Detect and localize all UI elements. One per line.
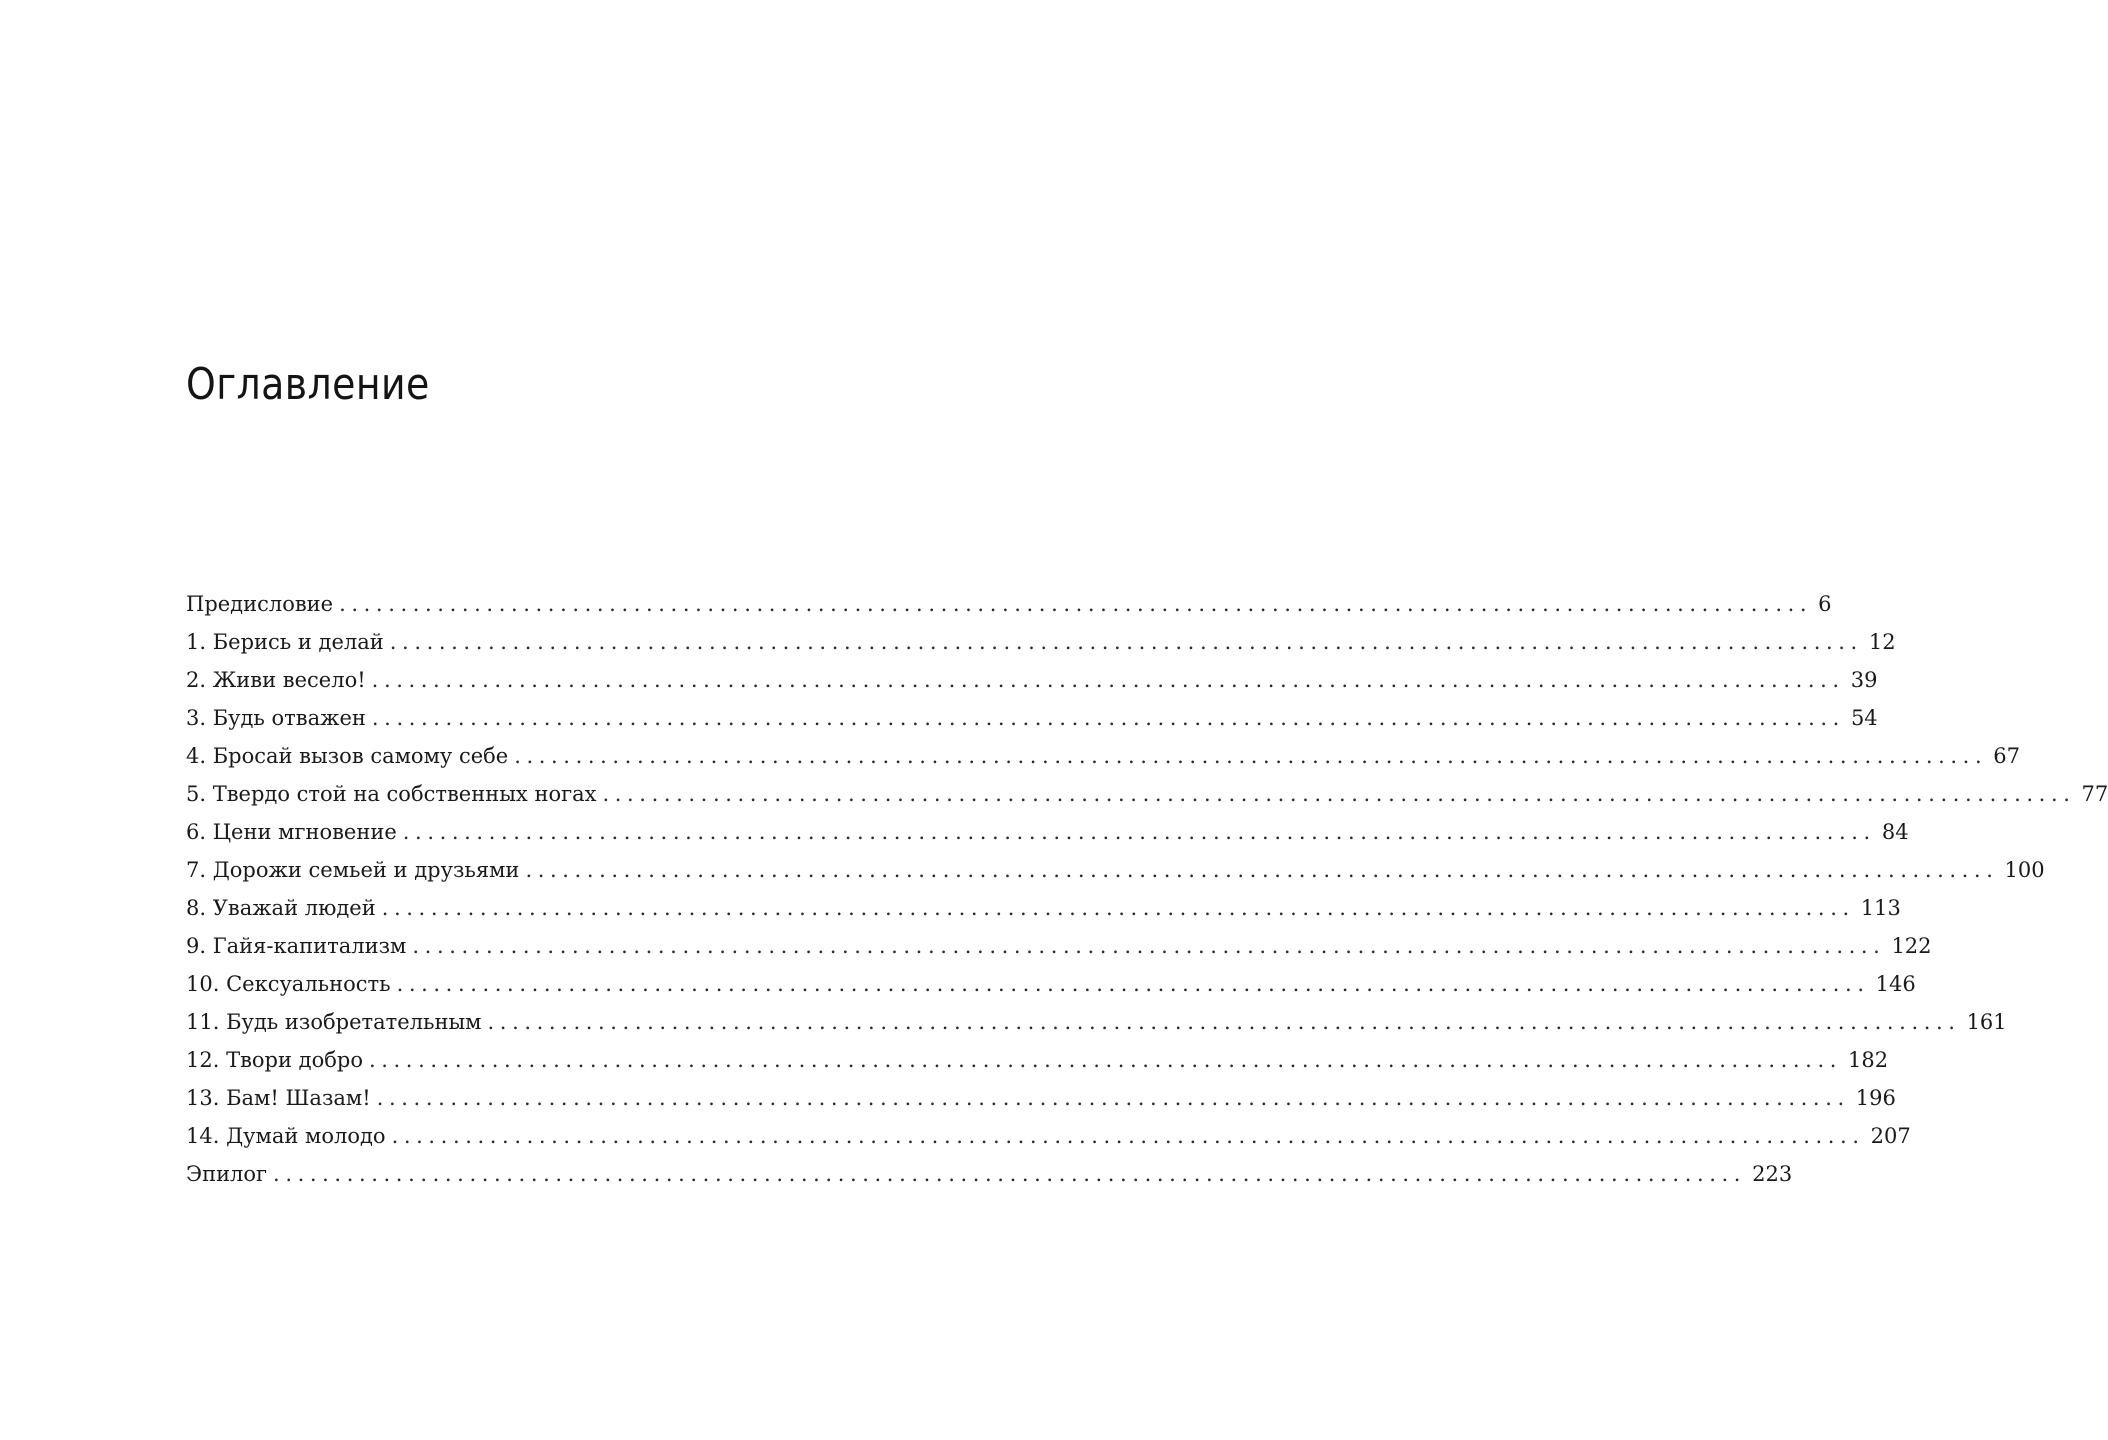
toc-entry-label: 11. Будь изобретательным: [186, 1010, 482, 1034]
toc-entry: [186, 585, 1832, 623]
dot-leader: ........................................................................................................................: [389, 630, 1863, 654]
toc-entry: [186, 1117, 1911, 1155]
dot-leader: ........................................................................................................................: [368, 1048, 1843, 1072]
toc-entry-label: 4. Бросай вызов самому себе: [186, 744, 509, 768]
toc-entry-page: 161: [1966, 1010, 2007, 1034]
toc-entry: [186, 1155, 1793, 1193]
toc-entry-page: 146: [1875, 972, 1916, 996]
toc-entry-page: 196: [1855, 1086, 1896, 1110]
toc-entry-page: 12: [1868, 630, 1896, 654]
toc-entry-label: 9. Гайя-капитализм: [186, 934, 407, 958]
toc-entry-label: 7. Дорожи семьей и друзьями: [186, 858, 520, 882]
toc-entry: [186, 1041, 1889, 1079]
toc-entry: [186, 775, 2108, 813]
toc-entry-page: 223: [1752, 1162, 1793, 1186]
toc-entry-page: 182: [1848, 1048, 1889, 1072]
toc-entry-label: 6. Цени мгновение: [186, 820, 397, 844]
toc-entry-label: 10. Сексуальность: [186, 972, 391, 996]
toc-entry: [186, 851, 2045, 889]
toc-entry-page: 113: [1860, 896, 1901, 920]
toc-entry-page: 122: [1891, 934, 1932, 958]
dot-leader: ........................................................................................................................: [402, 820, 1876, 844]
toc-entry-label: 13. Бам! Шазам!: [186, 1086, 371, 1110]
toc-entry: [186, 965, 1916, 1003]
toc-entry-page: 100: [2004, 858, 2045, 882]
dot-leader: ........................................................................................................................: [339, 592, 1813, 616]
dot-leader: ........................................................................................................................: [602, 782, 2076, 806]
toc-entry: [186, 889, 1901, 927]
page-title: Оглавление: [186, 359, 430, 410]
toc-entry: [186, 737, 2020, 775]
dot-leader: ........................................................................................................................: [371, 668, 1845, 692]
dot-leader: ........................................................................................................................: [487, 1010, 1961, 1034]
toc-entry-page: 6: [1818, 592, 1832, 616]
toc-entry-page: 207: [1870, 1124, 1911, 1148]
toc-entry: [186, 699, 1878, 737]
toc-entry: [186, 1079, 1896, 1117]
toc-entry: [186, 927, 1932, 965]
toc-entry-label: 2. Живи весело!: [186, 668, 366, 692]
toc-entry-label: Предисловие: [186, 592, 334, 616]
dot-leader: ........................................................................................................................: [376, 1086, 1850, 1110]
dot-leader: ........................................................................................................................: [391, 1124, 1865, 1148]
toc-entry: [186, 813, 1909, 851]
toc-entry-page: 39: [1850, 668, 1878, 692]
toc-entry-page: 54: [1850, 706, 1878, 730]
toc-entry-label: 8. Уважай людей: [186, 896, 376, 920]
toc-entry-label: 3. Будь отважен: [186, 706, 366, 730]
dot-leader: ........................................................................................................................: [396, 972, 1870, 996]
dot-leader: ........................................................................................................................: [412, 934, 1886, 958]
dot-leader: ........................................................................................................................: [381, 896, 1855, 920]
toc-entry-label: 1. Берись и делай: [186, 630, 384, 654]
toc-entry-page: 77: [2081, 782, 2108, 806]
toc-entry-page: 67: [1993, 744, 2020, 768]
toc-entry-label: 14. Думай молодо: [186, 1124, 386, 1148]
toc-entry: [186, 661, 1878, 699]
dot-leader: ........................................................................................................................: [371, 706, 1845, 730]
toc-entry-page: 84: [1881, 820, 1909, 844]
toc-entry-label: 12. Твори добро: [186, 1048, 363, 1072]
toc-entry: [186, 623, 1896, 661]
dot-leader: ........................................................................................................................: [514, 744, 1988, 768]
dot-leader: ........................................................................................................................: [525, 858, 1999, 882]
table-of-contents: [186, 585, 2108, 1193]
dot-leader: ........................................................................................................................: [273, 1162, 1747, 1186]
toc-entry: [186, 1003, 2007, 1041]
toc-entry-label: 5. Твердо стой на собственных ногах: [186, 782, 597, 806]
toc-entry-label: Эпилог: [186, 1162, 268, 1186]
